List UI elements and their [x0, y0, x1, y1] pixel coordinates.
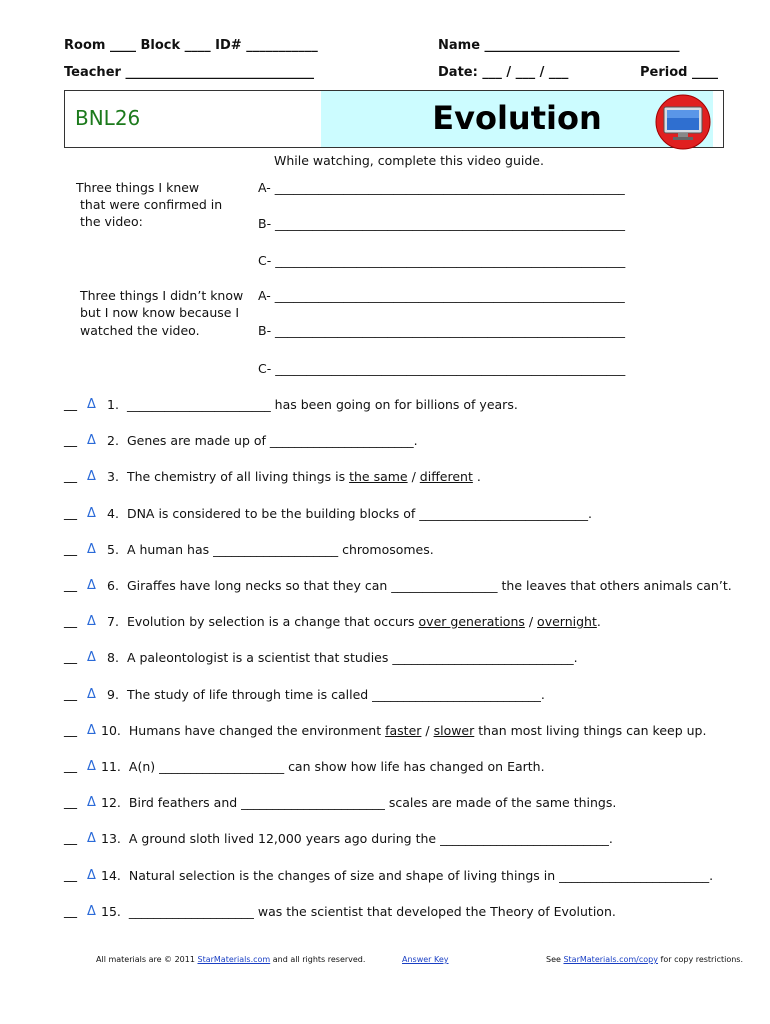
- triangle-icon: Δ: [87, 397, 96, 412]
- copy-restrictions: [546, 955, 743, 964]
- section-2-prompt-line-3: watched the video.: [80, 323, 200, 338]
- section-2-prompt-line-1: Three things I didn’t know: [80, 288, 244, 303]
- copy-link[interactable]: StarMaterials.com/copy: [563, 955, 658, 964]
- triangle-icon: Δ: [87, 723, 96, 738]
- triangle-icon: Δ: [87, 650, 96, 665]
- question-11: [101, 759, 545, 774]
- section-1-prompt-line-2: that were confirmed in: [80, 197, 223, 212]
- question-number: 11.: [101, 759, 121, 774]
- copy-prefix: See: [546, 955, 564, 964]
- section-1-item-c[interactable]: C- ________________________________________________________: [258, 253, 626, 268]
- room-block-id-field[interactable]: Room ____ Block ____ ID# ___________: [64, 38, 318, 53]
- question-text: .: [472, 469, 481, 484]
- question-text: /: [407, 469, 420, 484]
- question-4-answer-blank[interactable]: __: [64, 506, 77, 521]
- question-10-answer-blank[interactable]: __: [64, 723, 77, 738]
- section-2-item-b[interactable]: B- ________________________________________________________: [258, 323, 626, 338]
- question-number: 9.: [107, 687, 119, 702]
- question-text: A paleontologist is a scientist that studies _____________________________.: [126, 650, 578, 665]
- date-field[interactable]: Date: ___ / ___ / ___: [438, 65, 569, 80]
- triangle-icon: Δ: [87, 904, 96, 919]
- teacher-field[interactable]: Teacher _____________________________: [64, 65, 314, 80]
- question-15-answer-blank[interactable]: __: [64, 904, 77, 919]
- triangle-icon: Δ: [87, 831, 96, 846]
- question-number: 8.: [107, 650, 119, 665]
- section-1-item-b[interactable]: B- ________________________________________________________: [258, 216, 626, 231]
- answer-option[interactable]: overnight: [537, 614, 597, 629]
- question-number: 3.: [107, 469, 119, 484]
- question-text: Humans have changed the environment: [128, 723, 386, 738]
- section-2-prompt-line-2: but I now know because I: [80, 305, 240, 320]
- question-2: [107, 433, 418, 448]
- answer-option[interactable]: faster: [385, 723, 422, 738]
- question-8-answer-blank[interactable]: __: [64, 650, 77, 665]
- triangle-icon: Δ: [87, 433, 96, 448]
- question-11-answer-blank[interactable]: __: [64, 759, 77, 774]
- question-number: 2.: [107, 433, 119, 448]
- question-6: [107, 578, 732, 593]
- question-number: 1.: [107, 397, 119, 412]
- question-14: [101, 868, 713, 883]
- question-text: Genes are made up of _______________________.: [126, 433, 418, 448]
- section-2-item-a[interactable]: A- ________________________________________________________: [258, 288, 625, 303]
- period-field[interactable]: Period ____: [640, 65, 718, 80]
- question-text: A(n) ____________________ can show how life has changed on Earth.: [128, 759, 545, 774]
- question-13: [101, 831, 613, 846]
- question-number: 15.: [101, 904, 121, 919]
- answer-option[interactable]: slower: [433, 723, 475, 738]
- name-field[interactable]: Name ______________________________: [438, 38, 680, 53]
- question-text: The study of life through time is called ___________________________.: [126, 687, 545, 702]
- question-10: [101, 723, 706, 738]
- question-text: A human has ____________________ chromosomes.: [126, 542, 434, 557]
- question-text: The chemistry of all living things is: [126, 469, 350, 484]
- triangle-icon: Δ: [87, 759, 96, 774]
- question-number: 4.: [107, 506, 119, 521]
- copy-suffix: for copy restrictions.: [657, 955, 744, 964]
- question-number: 5.: [107, 542, 119, 557]
- triangle-icon: Δ: [87, 868, 96, 883]
- question-number: 7.: [107, 614, 119, 629]
- question-text: /: [421, 723, 434, 738]
- question-text: .: [596, 614, 601, 629]
- triangle-icon: Δ: [87, 614, 96, 629]
- question-text: A ground sloth lived 12,000 years ago during the ___________________________.: [128, 831, 613, 846]
- question-2-answer-blank[interactable]: __: [64, 433, 77, 448]
- answer-option[interactable]: the same: [349, 469, 408, 484]
- question-7: [107, 614, 601, 629]
- question-5-answer-blank[interactable]: __: [64, 542, 77, 557]
- triangle-icon: Δ: [87, 795, 96, 810]
- question-text: Natural selection is the changes of size and shape of living things in ________________________.: [128, 868, 714, 883]
- question-text: _______________________ has been going on for billions of years.: [126, 397, 518, 412]
- answer-option[interactable]: different: [419, 469, 473, 484]
- question-15: [101, 904, 616, 919]
- triangle-icon: Δ: [87, 542, 96, 557]
- question-number: 10.: [101, 723, 121, 738]
- triangle-icon: Δ: [87, 469, 96, 484]
- question-text: ____________________ was the scientist that developed the Theory of Evolution.: [128, 904, 616, 919]
- question-9: [107, 687, 545, 702]
- question-text: than most living things can keep up.: [474, 723, 707, 738]
- question-6-answer-blank[interactable]: __: [64, 578, 77, 593]
- answer-option[interactable]: over generations: [418, 614, 525, 629]
- question-7-answer-blank[interactable]: __: [64, 614, 77, 629]
- question-12: [101, 795, 616, 810]
- question-4: [107, 506, 592, 521]
- triangle-icon: Δ: [87, 506, 96, 521]
- section-1-prompt-line-1: Three things I knew: [76, 180, 200, 195]
- copyright-link[interactable]: StarMaterials.com: [197, 955, 271, 964]
- question-9-answer-blank[interactable]: __: [64, 687, 77, 702]
- section-1-item-a[interactable]: A- ________________________________________________________: [258, 180, 625, 195]
- answer-key-link[interactable]: Answer Key: [402, 955, 449, 964]
- question-8: [107, 650, 578, 665]
- question-1: [107, 397, 518, 412]
- section-1-prompt-line-3: the video:: [80, 214, 143, 229]
- copyright-prefix: All materials are © 2011: [96, 955, 198, 964]
- question-text: Bird feathers and _______________________ scales are made of the same things.: [128, 795, 617, 810]
- instructions: While watching, complete this video guide.: [274, 153, 544, 168]
- question-number: 14.: [101, 868, 121, 883]
- tv-icon: [654, 94, 712, 150]
- question-number: 6.: [107, 578, 119, 593]
- question-text: /: [524, 614, 538, 629]
- title-box: [64, 90, 724, 148]
- question-number: 12.: [101, 795, 121, 810]
- question-3: [107, 469, 481, 484]
- question-text: DNA is considered to be the building blocks of ___________________________.: [126, 506, 592, 521]
- section-2-item-c[interactable]: C- ________________________________________________________: [258, 361, 626, 376]
- page-title: Evolution: [432, 99, 602, 137]
- copyright-suffix: and all rights reserved.: [270, 955, 366, 964]
- lesson-code: BNL26: [75, 106, 141, 130]
- triangle-icon: Δ: [87, 578, 96, 593]
- question-text: Giraffes have long necks so that they can _________________ the leaves that others animals can’t.: [126, 578, 732, 593]
- question-1-answer-blank[interactable]: __: [64, 397, 77, 412]
- question-number: 13.: [101, 831, 121, 846]
- copyright-notice: [96, 955, 365, 964]
- question-5: [107, 542, 434, 557]
- question-text: Evolution by selection is a change that occurs: [126, 614, 419, 629]
- question-14-answer-blank[interactable]: __: [64, 868, 77, 883]
- question-3-answer-blank[interactable]: __: [64, 469, 77, 484]
- question-13-answer-blank[interactable]: __: [64, 831, 77, 846]
- question-12-answer-blank[interactable]: __: [64, 795, 77, 810]
- triangle-icon: Δ: [87, 687, 96, 702]
